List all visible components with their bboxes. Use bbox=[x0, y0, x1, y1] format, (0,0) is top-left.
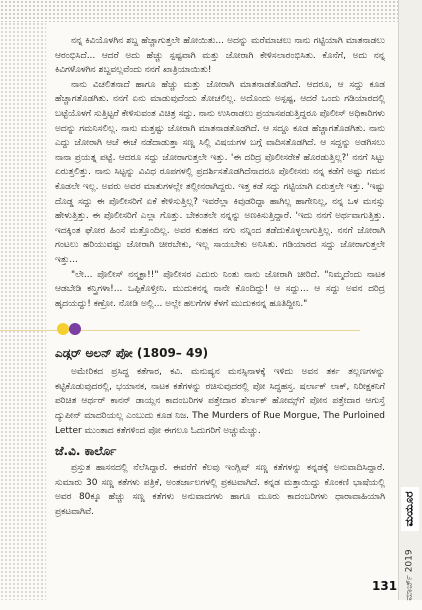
magazine-name-vertical bbox=[401, 487, 419, 531]
side-dot-pattern bbox=[0, 22, 46, 600]
magazine-name-text: ಮಯೂರ bbox=[403, 491, 416, 527]
story-paragraph-3: "ಲೇ... ಪೊಲೀಸ್ ನನ್ಮಕ್ಳಾ!!" ಪೊಲೀಸರ ಎದುರು ನಿಂತು ನಾನು ಜೋರಾಗಿ ಚೀರಿದೆ. "ನಿಮ್ಮದೆಂದು ನಾಟಕ ಆಡಬೇಡಿ ಕನ್ತ್ರಿಗಳಾ!... ಒಪ್ಪಿಕೊಳ್ತೀನಿ. ಮುದುಕನನ್ನ ನಾನೇ ಕೊಂದಿದ್ದು! ಆ ಸದ್ದು... ಆ ಸದ್ದು ಅವನ ದರಿದ್ರ ಹೃದಯದ್ದು! ಕಣ್ರೋ. ನೋಡಿ ಅಲ್ಲಿ... ಅಲ್ಲೇ ಹಲಗೆಗಳ ಕೆಳಗೆ ಮುದುಕನನ್ನ ಹೂತಿದ್ದೀನಿ." bbox=[55, 269, 385, 309]
issue-date-text: ಮಾರ್ಚ್ 2019 bbox=[405, 549, 416, 601]
author-heading-poe: ಎಡ್ಗರ್ ಅಲನ್ ಪೋ (1809– 49) bbox=[55, 346, 209, 361]
header-dot-pattern bbox=[0, 0, 422, 22]
page-number: 131 bbox=[372, 579, 398, 593]
story-paragraph-2: ನಾನು ವಿಚಲಿತನಾದೆ ಹಾಗೂ ಹೆಚ್ಚು ಮತ್ತು ಜೋರಾಗಿ ಮಾತನಾಡತೊಡಗಿದೆ. ಆದರೂ, ಆ ಸದ್ದು ಕೂಡ ಹೆಚ್ಚಾಗತೊಡಗಿತು. ನನಗೆ ಏನು ಮಾಡುವುದೆಂದು ತೋಚಲಿಲ್ಲ. ಅದೊಂದು ಅಸ್ಪಷ್ಟ, ಆದರೆ ಒಂದು ಗಡಿಯಾರದಲ್ಲಿ ಬಟ್ಟೆಯೊಳಗೆ ಸುತ್ತಿಟ್ಟರೆ ಕೇಳಿಸುವಂತ ವಿಚಿತ್ರ ಸದ್ದು. ನಾನು ಉಸಿರಾಡಲು ಪ್ರಯಾಸಪಡುತ್ತಿದ್ದರೂ ಪೊಲೀಸ್ ಅಧಿಕಾರಿಗಳು ಅದನ್ನು ಗಮನಿಸಲಿಲ್ಲ. ನಾನು ಮತ್ತಷ್ಟು ಜೋರಾಗಿ ಮಾತನಾಡತೊಡಗಿದೆ. ಆ ಸದ್ದೂ ಕೂಡ ಹೆಚ್ಚಾಗತೊಡಗಿತು. ನಾನು ಎದ್ದು ಜೋರಾಗಿ ಆಚೆ ಈಚೆ ನಡೆದಾಡುತ್ತಾ ಸಣ್ಣ ಸಿಲ್ಲಿ ವಿಷಯಗಳ ಬಗ್ಗೆ ವಾದಿಸತೊಡಗಿದೆ. ಆ ಸದ್ದನ್ನು ಅಡಗಿಸಲು ನಾನಾ ಪ್ರಯತ್ನ ಪಟ್ಟೆ. ಆದರೂ ಸದ್ದು ಜೋರಾಗುತ್ತಲೇ ಇತ್ತು. 'ಈ ದರಿದ್ರ ಪೊಲೀಸರೇಕೆ ಹೊರಡುತ್ತಿಲ್ಲ?' ನನಗೆ ಸಿಟ್ಟು ಏರುತ್ತಲಿತ್ತು. ನಾನು ಸಿಟ್ಟನ್ನು ವಿವಿಧ ರೂಪಗಳಲ್ಲಿ ಪ್ರದರ್ಶಿಸತೊಡಗಿದೆನಾದರೂ ಪೊಲೀಸರು ನನ್ನ ಕಡೆಗೆ ಅಷ್ಟು ಗಮನ ಕೊಡಲೇ ಇಲ್ಲ. ಅವರು ಅವರ ಮಾತುಗಳಲ್ಲೇ ತಲ್ಲೀನರಾಗಿದ್ದರು. ಇತ್ತ ಕಡೆ ಸದ್ದು ಗಟ್ಟಿಯಾಗಿ ಏರುತ್ತಲೇ ಇತ್ತು. 'ಇಷ್ಟು ದೊಡ್ಡ ಸದ್ದು ಈ ಪೊಲೀಸರಿಗೆ ಏಕೆ ಕೇಳಿಸುತ್ತಿಲ್ಲ? ಇವರೆಲ್ಲಾ ಕಿವುಡರಿದ್ದಾ ಹಾಗಿಲ್ಲ ಹಾಗೇನಿಲ್ಲ, ನನ್ನ ಒಳ ಮನಸ್ಸು ಹೇಳುತ್ತಿತ್ತು. ಈ ಪೊಲೀಸರಿಗೆ ಎಲ್ಲಾ ಗೊತ್ತು. ಬೇಕಂತಲೇ ನನ್ನನ್ನು ಅಣಕಿಸುತ್ತಿದ್ದಾರೆ. 'ಇದು ನನಗೆ ಅರ್ಥವಾಗುತ್ತಿತ್ತು. ಇದಕ್ಕಿಂತ ಘೋರ ಹಿಂಸೆ ಮತ್ತೊಂದಿಲ್ಲ. ಅವರ ಕುಹಕದ ನಗು ನನ್ನಿಂದ ತಡೆದುಕೊಳ್ಳಲಾಗುತ್ತಿಲ್ಲ. ನನಗೆ ಜೋರಾಗಿ ಗಂಟಲು ಹರಿಯುವಷ್ಟು ಜೋರಾಗಿ ಚೀರಬೇಕು, ಇಲ್ಲ ಸಾಯಬೇಕು ಅನಿಸಿತು. ಗಡಿಯಾರದ ಸದ್ದು ಜೋರಾಗುತ್ತಲೇ ಇತ್ತು... bbox=[55, 79, 385, 265]
author-heading-carlo: ಜೆ.ವಿ. ಕಾರ್ಲೊ bbox=[55, 444, 117, 459]
section-divider bbox=[55, 314, 385, 344]
author-bio-poe: ಅಮೇರಿಕದ ಪ್ರಸಿದ್ಧ ಕತೆಗಾರ, ಕವಿ. ಮನುಷ್ಯನ ಮನಸ್ಸಿನಾಳಕ್ಕೆ ಇಳಿದು ಅವನ ತರ್ಕ ತಲ್ಲಣಗಳನ್ನು ಕಟ್ಟಿಕೊಡುವುದರಲ್ಲಿ, ಭಯಾನಕ, ನಾಟಕ ಕತೆಗಳನ್ನು ರಚಿಸುವುದರಲ್ಲಿ ಪೋ ಸಿದ್ಧಹಸ್ತ. ಷರ್ಲಾಕ್ ಲಾಕ್, ನಿರೀಕ್ಷಕನಿಗೆ ಪರಿಚಿತ ಆರ್ಥರ್ ಕಾನನ್ ಡಾಯ್ಲನ ಕಾದಂಬರಿಗಳ ಪತ್ತೇದಾರ ಶೆರ್ಲಾಕ್ ಹೋಮ್ಸ್‌ಗೆ ಪೋನ ಪತ್ತೇದಾರ ಆಗುಸ್ತೆ ದ್ಯುಪೀನ್ ಮಾದರಿಯಲ್ಲ ಎಂಬುದು ಕೂಡ ನಿಜ. The Murders of Rue Morgue, The Purloined Letter ಮುಂತಾದ ಕತೆಗಳಿಂದ ಪೋ ಈಗಲೂ ಓದುಗರಿಗೆ ಅಚ್ಚುಮೆಚ್ಚು. bbox=[55, 367, 385, 436]
story-paragraph-1: ನನ್ನ ಕಿವಿಯೊಳಗಿನ ಶಬ್ದ ಹೆಚ್ಚಾಗುತ್ತಲೇ ಹೋಯಿತು... ಅದನ್ನು ಮರೆಮಾಚಲು ನಾನು ಗಟ್ಟಿಯಾಗಿ ಮಾತನಾಡಲು ಆರಂಭಿಸಿದೆ... ಆದರೆ ಅದು ಹೆಚ್ಚು ಸ್ಪಷ್ಟವಾಗಿ ಮತ್ತು ಜೋರಾಗಿ ಕೇಳಿಸಲಾರಂಭಿಸಿತು. ಕೊನೆಗೆ, ಅದು ನನ್ನ ಕಿವಿಗಳೊಳಗಿನ ಶಬ್ದವಲ್ಲವೆಂದು ನನಗೆ ಖಾತ್ರಿಯಾಯಿತು! bbox=[55, 36, 385, 76]
yellow-dot-icon bbox=[57, 323, 69, 335]
purple-dot-icon bbox=[69, 323, 81, 335]
article-content bbox=[55, 34, 385, 520]
author-bio-carlo: ಪ್ರಸ್ತುತ ಹಾಸನದಲ್ಲಿ ನೆಲೆಸಿದ್ದಾರೆ. ಈವರೆಗೆ ಕೆಲವು ಇಂಗ್ಲಿಷ್ ಸಣ್ಣ ಕತೆಗಳನ್ನು ಕನ್ನಡಕ್ಕೆ ಅನುವಾದಿಸಿದ್ದಾರೆ. ಸುಮಾರು 30 ಸಣ್ಣ ಕತೆಗಳು ಪತ್ರಿಕೆ, ಅಂತರ್ಜಾಲಗಳಲ್ಲಿ ಪ್ರಕಟವಾಗಿದೆ. ಕನ್ನಡ ಮತ್ತಾಯಿದ್ದು ಕೊಂಕಣಿ ಭಾಷೆಯಲ್ಲಿ ಅವರ 80ಕ್ಕೂ ಹೆಚ್ಚು ಸಣ್ಣ ಕತೆಗಳು ಅನುವಾದಗಳು ಹಾಗೂ ಮೂರು ಕಾದಂಬರಿಗಳು ಧಾರಾವಾಹಿಯಾಗಿ ಪ್ರಕಟವಾಗಿವೆ. bbox=[55, 463, 385, 518]
divider-rule bbox=[0, 330, 360, 331]
